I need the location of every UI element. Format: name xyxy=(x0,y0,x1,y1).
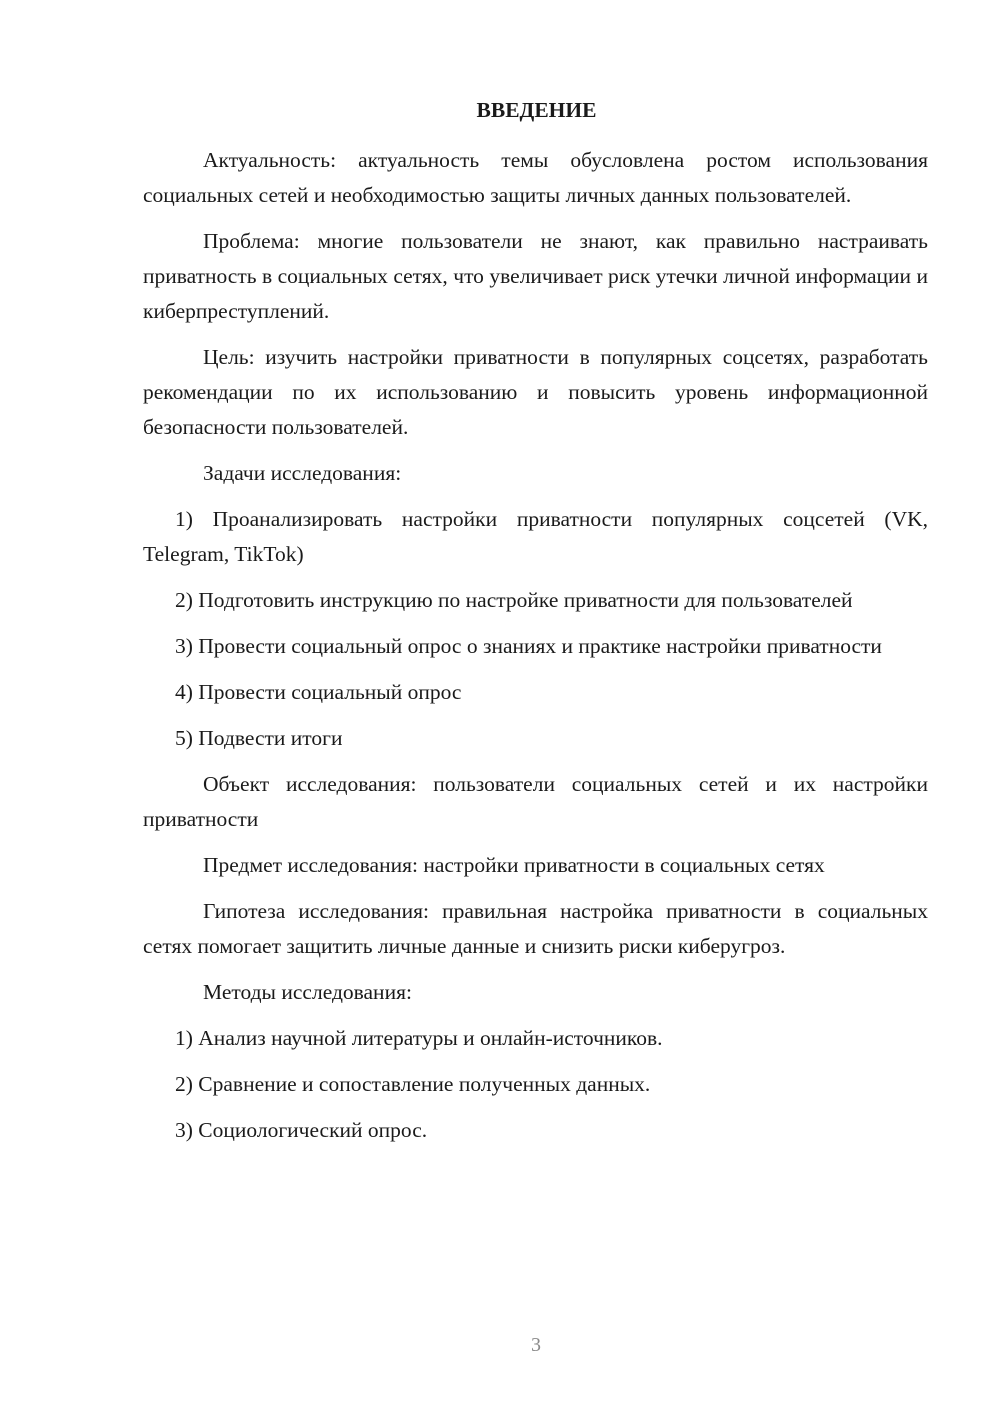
paragraph-goal: Цель: изучить настройки приватности в популярных соцсетях, разработать рекомендации по их использованию и повысить уровень информационной безопасности пользователей. xyxy=(143,345,928,439)
section-title: ВВЕДЕНИЕ xyxy=(476,98,597,122)
document-page xyxy=(143,96,928,1159)
method-item-1: 1) Анализ научной литературы и онлайн-источников. xyxy=(175,1026,663,1050)
paragraph-subject: Предмет исследования: настройки приватности в социальных сетях xyxy=(203,853,825,877)
method-item-2: 2) Сравнение и сопоставление полученных данных. xyxy=(175,1072,651,1096)
methods-heading: Методы исследования: xyxy=(203,980,412,1004)
task-item-4: 4) Провести социальный опрос xyxy=(175,680,462,704)
page-number: 3 xyxy=(531,1334,541,1356)
paragraph-hypothesis: Гипотеза исследования: правильная настройка приватности в социальных сетях помогает защитить личные данные и снизить риски киберугроз. xyxy=(143,899,928,958)
tasks-heading: Задачи исследования: xyxy=(203,461,402,485)
paragraph-object: Объект исследования: пользователи социальных сетей и их настройки приватности xyxy=(143,772,928,831)
task-item-3: 3) Провести социальный опрос о знаниях и практике настройки приватности xyxy=(175,634,882,658)
paragraph-problem: Проблема: многие пользователи не знают, как правильно настраивать приватность в социальных сетях, что увеличивает риск утечки личной информации и киберпреступлений. xyxy=(143,229,928,323)
method-item-3: 3) Социологический опрос. xyxy=(175,1118,428,1142)
task-item-5: 5) Подвести итоги xyxy=(175,726,343,750)
task-item-1: 1) Проанализировать настройки приватности популярных соцсетей (VK, Telegram, TikTok) xyxy=(143,507,928,566)
task-item-2: 2) Подготовить инструкцию по настройке приватности для пользователей xyxy=(175,588,853,612)
paragraph-relevance: Актуальность: актуальность темы обусловлена ростом использования социальных сетей и необходимостью защиты личных данных пользователей. xyxy=(143,148,928,207)
